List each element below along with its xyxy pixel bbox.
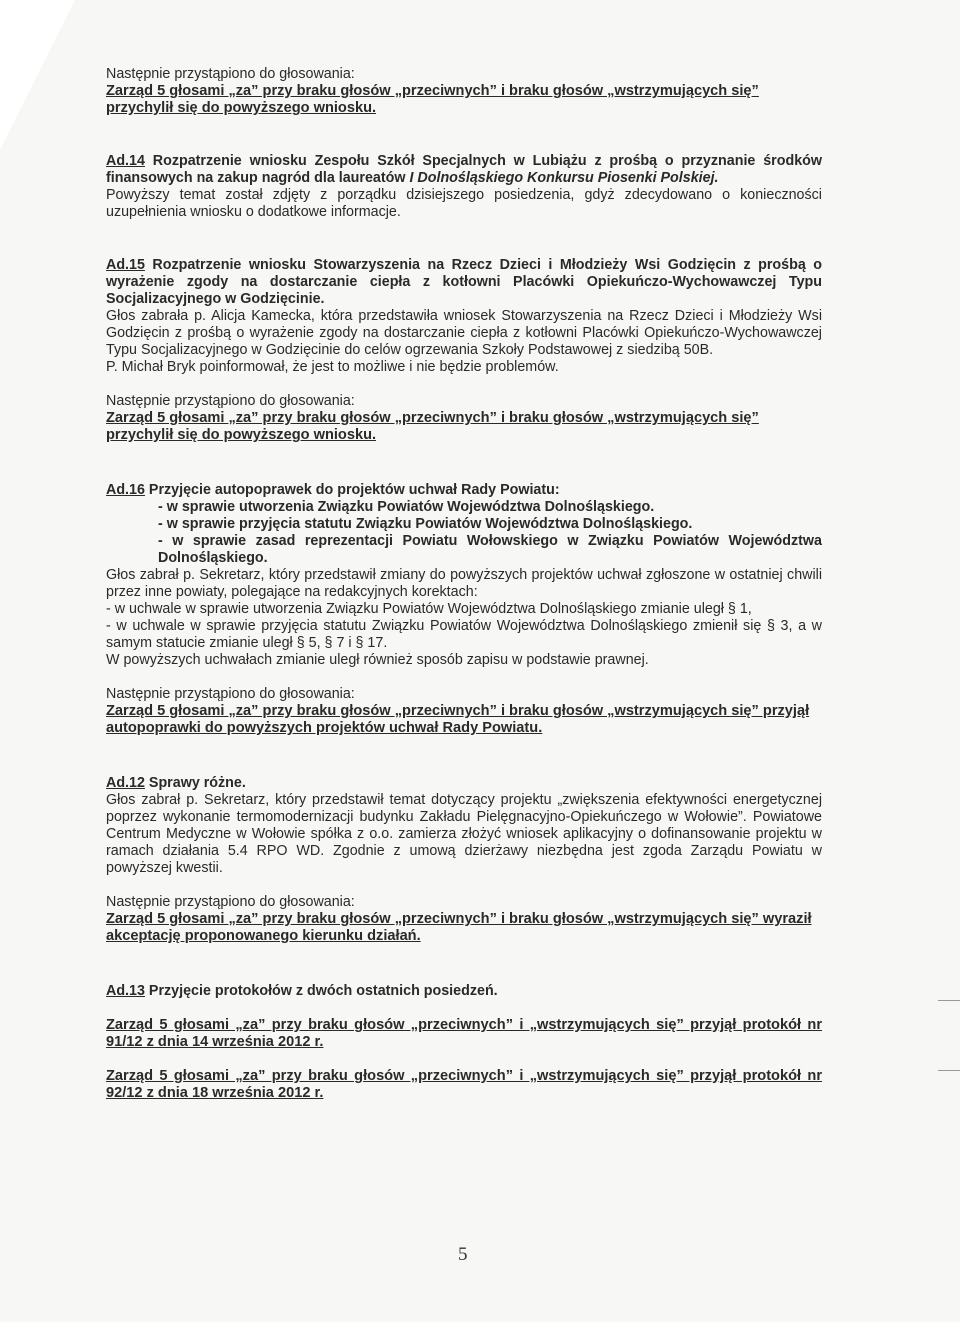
ad13-title: Przyjęcie protokołów z dwóch ostatnich posiedzeń. [144,983,498,999]
ad15-number: Ad.15 [106,257,145,273]
ad12-paragraph-1: Głos zabrał p. Sekretarz, który przedstawił temat dotyczący projektu „zwiększenia efektywności energetycznej poprzez wykonanie termomodernizacji budynku Zakładu Pielęgnacyjno-Opiekuńczego w Wołowie”. Powiatowe Centrum Medyczne w Wołowie spółka z o.o. zamierza złożyć wniosek aplikacyjny o dofinansowanie projektu w ramach działania 5.4 RPO WD. Zgodnie z umową dzierżawy niezbędna jest zgoda Zarządu Powiatu w powyższej kwestii. [106,792,822,876]
ad13-heading [106,983,822,1000]
agenda-item-ad16 [106,482,822,737]
page-corner-fold [0,0,75,150]
ad16-paragraph-4: W powyższych uchwałach zmianie uległ również sposób zapisu w podstawie prawnej. [106,652,649,668]
ad15-title: Rozpatrzenie wniosku Stowarzyszenia na Rzecz Dzieci i Młodzieży Wsi Godzięcin z prośbą o wyrażenie zgody na dostarczanie ciepła z kotłowni Placówki Opiekuńczo-Wychowawczej Typu Socjalizacyjnego w Godzięcinie. [106,257,822,307]
ad12-vote-intro: Następnie przystąpiono do głosowania: [106,894,355,910]
ad12-number: Ad.12 [106,775,145,791]
ad16-item-1: - w sprawie utworzenia Związku Powiatów Województwa Dolnośląskiego. [158,499,655,515]
ad16-item-2: - w sprawie przyjęcia statutu Związku Powiatów Województwa Dolnośląskiego. [158,516,693,532]
ad12-heading [106,775,822,792]
agenda-item-ad14 [106,153,822,221]
ad12-vote-result: Zarząd 5 głosami „za” przy braku głosów „przeciwnych” i braku głosów „wstrzymujących się” wyraził akceptację proponowanego kierunku działań. [106,911,812,944]
ad16-item-3: - w sprawie zasad reprezentacji Powiatu Wołowskiego w Związku Powiatów Województwa Dolnośląskiego. [158,533,822,566]
ad15-vote-intro: Następnie przystąpiono do głosowania: [106,393,355,409]
ad16-paragraph-2: - w uchwale w sprawie utworzenia Związku Powiatów Województwa Dolnośląskiego zmianie uległ § 1, [106,601,752,617]
agenda-item-ad12 [106,775,822,945]
ad14-number: Ad.14 [106,153,145,169]
ad14-title-italic: I Dolnośląskiego Konkursu Piosenki Polskiej. [409,170,719,186]
ad16-vote-result: Zarząd 5 głosami „za” przy braku głosów „przeciwnych” i braku głosów „wstrzymujących się” przyjął autopoprawki do powyższych projektów uchwał Rady Powiatu. [106,703,810,736]
ad16-heading [106,482,822,499]
ad16-paragraph-1: Głos zabrał p. Sekretarz, który przedstawił zmiany do powyższych projektów uchwał zgłoszone w ostatniej chwili przez inne powiaty, polegające na redakcyjnych korektach: [106,567,822,600]
section-top-vote [106,66,822,117]
ad13-vote-1: Zarząd 5 głosami „za” przy braku głosów „przeciwnych” i „wstrzymujących się” przyjął protokół nr 91/12 z dnia 14 września 2012 r. [106,1017,822,1050]
ad14-title: Rozpatrzenie wniosku Zespołu Szkół Specjalnych w Lubiążu z prośbą o przyznanie środków finansowych na zakup nagród dla laureatów [106,153,822,186]
ad16-paragraph-3: - w uchwale w sprawie przyjęcia statutu Związku Powiatów Województwa Dolnośląskiego zmienił się § 3, a w samym statucie zmianie uległ § 5, § 7 i § 17. [106,618,822,651]
document-page [106,66,822,1102]
ad15-heading [106,257,822,308]
ad16-title: Przyjęcie autopoprawek do projektów uchwał Rady Powiatu: [144,482,560,498]
ad12-title: Sprawy różne. [144,775,246,791]
scan-edge-mark-2 [938,1070,960,1071]
agenda-item-ad13 [106,983,822,1102]
ad13-number: Ad.13 [106,983,145,999]
agenda-item-ad15 [106,257,822,444]
vote-intro: Następnie przystąpiono do głosowania: [106,66,355,82]
ad14-heading [106,153,822,187]
page-number: 5 [458,1244,468,1265]
ad15-paragraph-2: P. Michał Bryk poinformował, że jest to możliwe i nie będzie problemów. [106,359,559,375]
ad15-vote-result: Zarząd 5 głosami „za” przy braku głosów „przeciwnych” i braku głosów „wstrzymujących się” przychylił się do powyższego wniosku. [106,410,759,443]
ad15-paragraph-1: Głos zabrała p. Alicja Kamecka, która przedstawiła wniosek Stowarzyszenia na Rzecz Dzieci i Młodzieży Wsi Godzięcin z prośbą o wyrażenie zgody na dostarczanie ciepła z kotłowni Placówki Opiekuńczo-Wychowawczej Typu Socjalizacyjnego w Godzięcinie do celów ogrzewania Szkoły Podstawowej z siedzibą 50B. [106,308,822,358]
ad13-vote-2: Zarząd 5 głosami „za” przy braku głosów „przeciwnych” i „wstrzymujących się” przyjął protokół nr 92/12 z dnia 18 września 2012 r. [106,1068,822,1101]
ad16-number: Ad.16 [106,482,145,498]
ad14-body: Powyższy temat został zdjęty z porządku dzisiejszego posiedzenia, gdyż zdecydowano o konieczności uzupełnienia wniosku o dodatkowe informacje. [106,187,822,220]
scan-edge-mark [938,1000,960,1023]
ad16-vote-intro: Następnie przystąpiono do głosowania: [106,686,355,702]
vote-result: Zarząd 5 głosami „za” przy braku głosów „przeciwnych” i braku głosów „wstrzymujących się” przychylił się do powyższego wniosku. [106,83,759,116]
